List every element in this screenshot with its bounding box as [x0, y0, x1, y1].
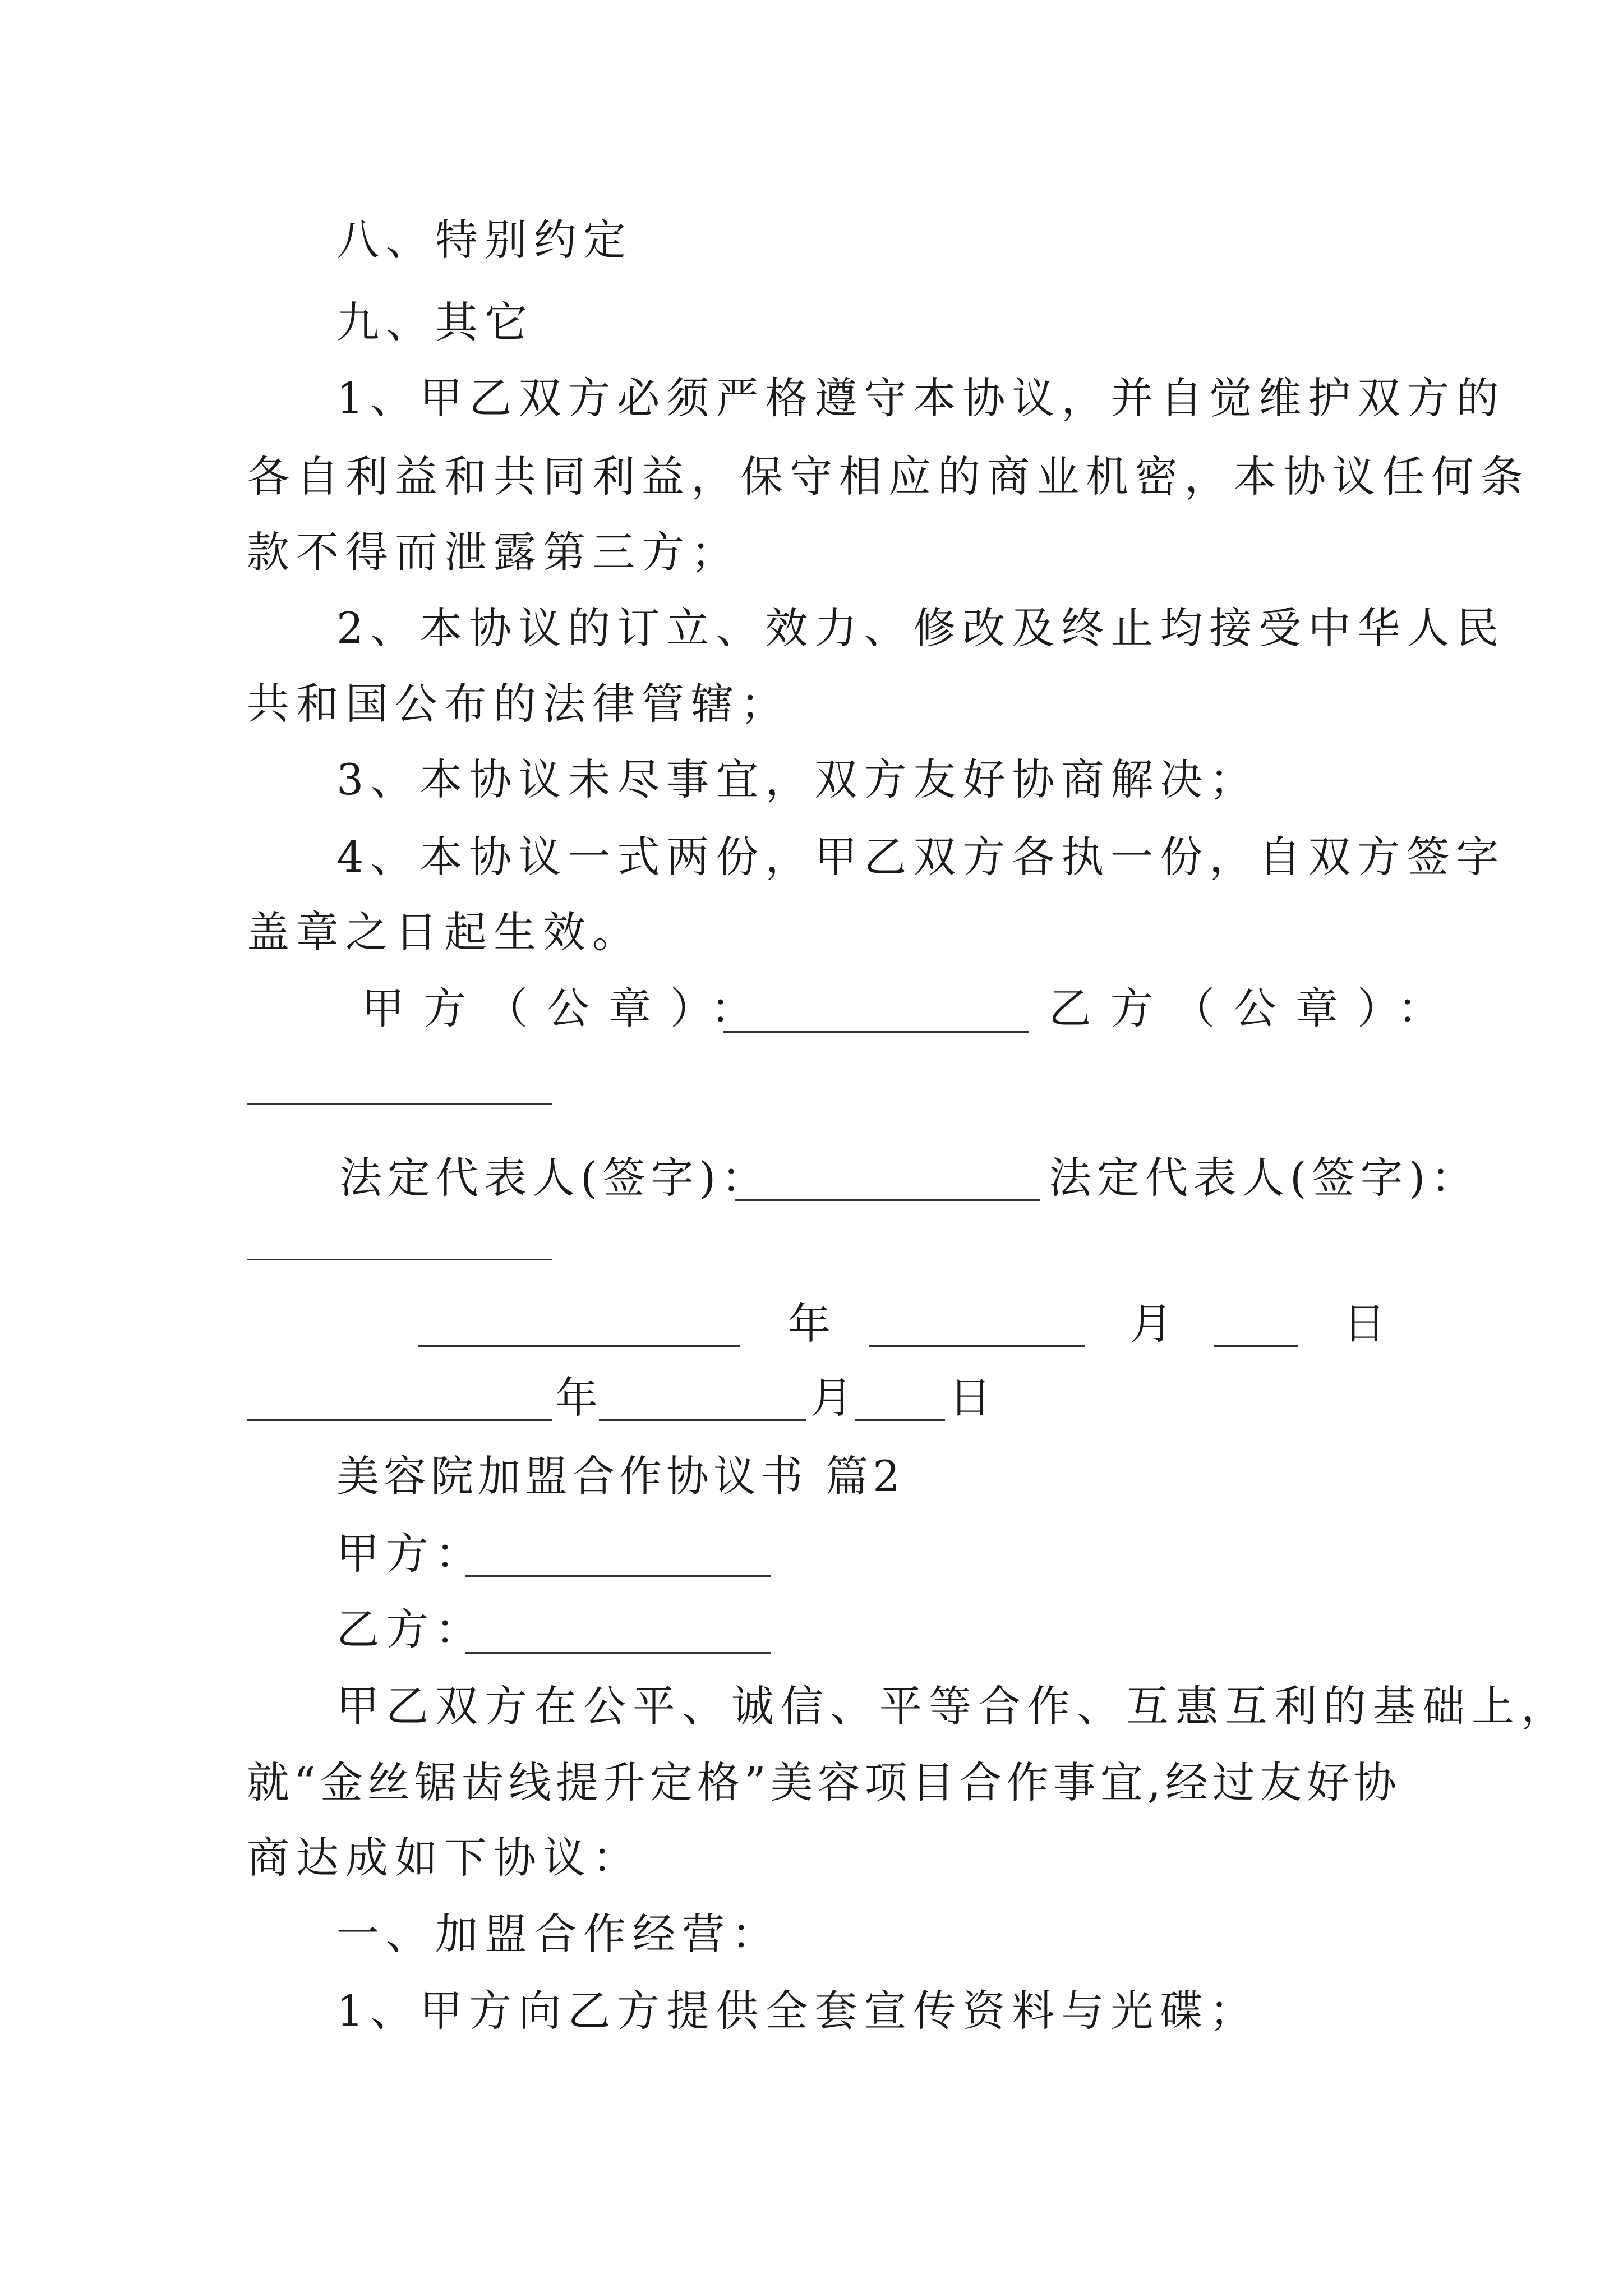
- clause-1-line-3: 款不得而泄露第三方；: [247, 527, 740, 577]
- party-b-name-blank: [465, 1652, 771, 1654]
- clause-3: 3、本协议未尽事宜，双方友好协商解决；: [336, 754, 1259, 804]
- intro-line-1: 甲乙双方在公平、诚信、平等合作、互惠互利的基础上，: [336, 1681, 1570, 1731]
- party-b-date-month-blank: [599, 1419, 806, 1421]
- party-a-date-month-blank: [869, 1345, 1085, 1347]
- party-b-rep-blank: [247, 1259, 552, 1260]
- party-b-seal-label: 乙方（公章）：: [1049, 983, 1459, 1033]
- clause-4-line-2: 盖章之日起生效。: [247, 907, 642, 957]
- section-1-heading: 一、加盟合作经营：: [336, 1909, 781, 1959]
- agreement-2-title: 美容院加盟合作协议书 篇2: [336, 1451, 905, 1501]
- party-a-label: 甲方：: [336, 1529, 485, 1579]
- clause-1-line-2: 各自利益和共同利益，保守相应的商业机密，本协议任何条: [247, 452, 1530, 501]
- clause-4-line-1: 4、本协议一式两份，甲乙双方各执一份，自双方签字: [336, 832, 1506, 882]
- party-b-year-label: 年: [555, 1373, 605, 1423]
- section-1-item-1: 1、甲方向乙方提供全套宣传资料与光碟；: [336, 1986, 1259, 2036]
- party-a-date-day-blank: [1214, 1345, 1298, 1347]
- clause-2-line-1: 2、本协议的订立、效力、修改及终止均接受中华人民: [336, 603, 1506, 653]
- party-a-date-year-blank: [418, 1345, 740, 1347]
- party-a-name-blank: [465, 1575, 771, 1577]
- party-a-year-label: 年: [788, 1299, 837, 1349]
- clause-1-line-1: 1、甲乙双方必须严格遵守本协议，并自觉维护双方的: [336, 373, 1506, 423]
- party-a-seal-label: 甲方（公章）：: [362, 983, 772, 1033]
- party-a-day-label: 日: [1343, 1299, 1393, 1349]
- intro-line-3: 商达成如下协议：: [247, 1833, 642, 1883]
- party-a-rep-label: 法定代表人(签字)：: [339, 1153, 770, 1203]
- party-b-day-label: 日: [949, 1373, 998, 1423]
- party-a-rep-blank: [735, 1199, 1040, 1201]
- party-b-rep-label: 法定代表人(签字)：: [1049, 1153, 1479, 1203]
- party-a-seal-blank: [723, 1031, 1029, 1033]
- clause-2-line-2: 共和国公布的法律管辖；: [247, 679, 790, 729]
- party-b-date-day-blank: [855, 1419, 945, 1421]
- intro-line-2: 就“金丝锯齿线提升定格”美容项目合作事宜,经过友好协: [247, 1757, 1401, 1807]
- party-b-month-label: 月: [810, 1373, 860, 1423]
- party-b-seal-blank: [247, 1103, 552, 1105]
- section-8-heading: 八、特别约定: [336, 215, 633, 265]
- party-b-label: 乙方：: [336, 1604, 485, 1654]
- party-a-month-label: 月: [1130, 1299, 1179, 1349]
- section-9-heading: 九、其它: [336, 297, 534, 347]
- party-b-date-year-blank: [247, 1419, 552, 1421]
